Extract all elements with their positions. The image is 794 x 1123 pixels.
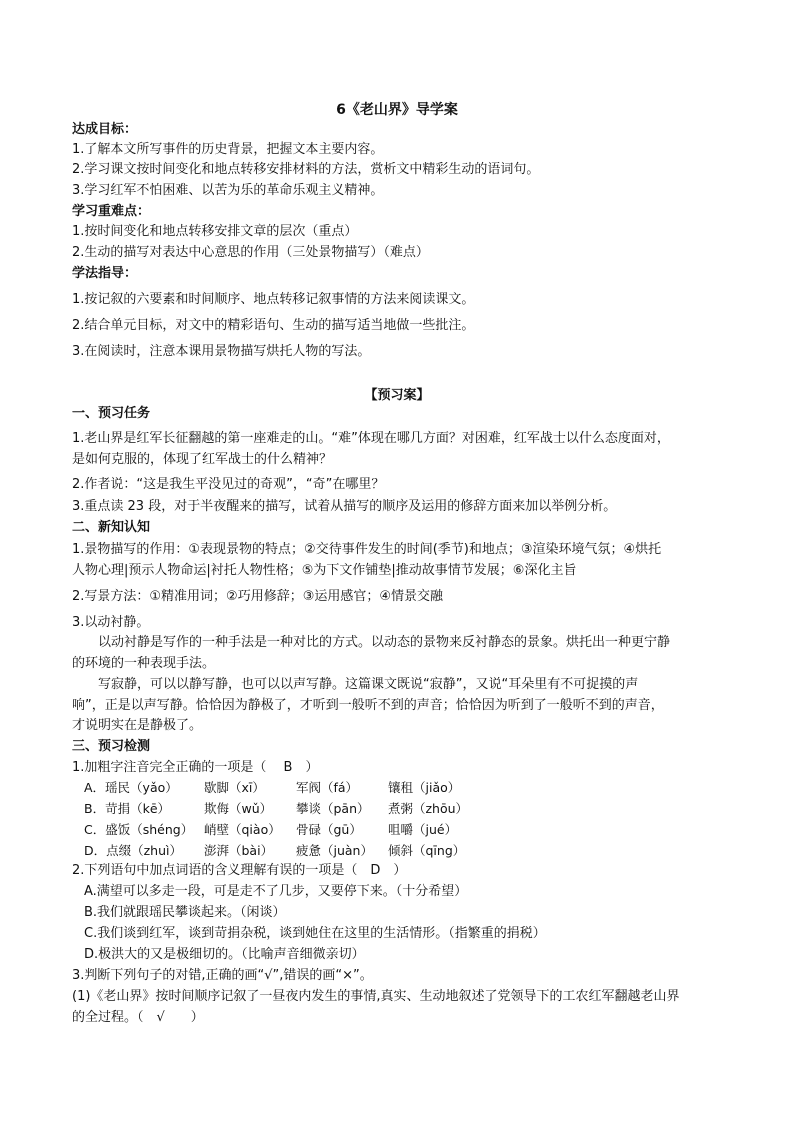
knowledge-heading: 二、新知认知 [72,520,151,535]
keypoints-heading: 学习重难点： [72,204,151,219]
methods-heading: 学法指导： [72,266,138,281]
pinyin-row-c [84,821,457,839]
goal-item-1: 1.了解本文所写事件的历史背景，把握文本主要内容。 [72,142,384,157]
knowledge-k3: 3.以动衬静。 [72,615,150,630]
goal-item-3: 3.学习红军不怕困难、以苦为乐的革命乐观主义精神。 [72,183,384,198]
pinyin-cell: 军阀（fá） [296,780,359,795]
pinyin-cell: 疲惫（juàn） [296,843,373,858]
task-q2: 2.作者说：“这是我生平没见过的奇观”，“奇”在哪里？ [72,477,385,492]
pinyin-row-a [84,779,460,797]
knowledge-para1-line1: 以动衬静是写作的一种手法是一种对比的方式。以动态的景物来反衬静态的景象。烘托出一种更宁静 [98,635,671,650]
check-q3: 3.判断下列句子的对错,正确的画“√”,错误的画“×”。 [72,968,373,983]
keypoint-item-1: 1.按时间变化和地点转移安排文章的层次（重点） [72,224,358,239]
goal-item-2: 2.学习课文按时间变化和地点转移安排材料的方法，赏析文中精彩生动的语词句。 [72,162,540,177]
knowledge-k2: 2.写景方法：①精准用词；②巧用修辞；③运用感官；④情景交融 [72,589,444,604]
task-q3: 3.重点读 23 段，对于半夜醒来的描写，试着从描写的顺序及运用的修辞方面来加以举例分析。 [72,499,617,514]
pinyin-cell: 峭壁（qiào） [204,822,281,837]
pinyin-cell: A．瑶民（yǎo） [84,780,178,795]
check-q3-item1-line2: 的全过程。（ √ ） [72,1010,204,1025]
check-q2-option-b: B.我们就跟瑶民攀谈起来。（闲谈） [84,905,286,920]
pinyin-cell: 澎湃（bài） [204,843,274,858]
pinyin-cell: D．点缀（zhuì） [84,843,183,858]
knowledge-para2-line1: 写寂静，可以以静写静，也可以以声写静。这篇课文既说“寂静”，又说“耳朵里有不可捉摸的声 [98,677,639,692]
check-q3-item1-line1: (1)《老山界》按时间顺序记叙了一昼夜内发生的事情,真实、生动地叙述了党领导下的工农红军翻越老山界 [72,989,680,1004]
keypoint-item-2: 2.生动的描写对表达中心意思的作用（三处景物描写）（难点） [72,245,429,260]
task-q1-line2: 是如何克服的，体现了红军战士的什么精神？ [72,452,333,467]
check-q2-option-a: A.满望可以多走一段，可是走不了几步，又要停下来。（十分希望） [84,884,468,899]
check-q1: 1.加粗字注音完全正确的一项是（ B ） [72,760,319,775]
pinyin-cell: 煮粥（zhōu） [388,801,469,816]
pinyin-cell: 歇脚（xī） [204,780,265,795]
pinyin-cell: 咀嚼（jué） [388,822,458,837]
method-item-2: 2.结合单元目标，对文中的精彩语句、生动的描写适当地做一些批注。 [72,318,475,333]
pinyin-row-d [84,842,465,860]
check-q2-option-c: C.我们谈到红军，谈到苛捐杂税，谈到她住在这里的生活情形。（指繁重的捐税） [84,926,546,941]
pinyin-cell: 骨碌（gū） [296,822,362,837]
pinyin-cell: 镶租（jiǎo） [388,780,461,795]
knowledge-k1-line2: 人物心理|预示人物命运|衬托人物性格；⑤为下文作铺垫|推动故事情节发展；⑥深化主旨 [72,563,577,578]
pinyin-cell: B．苛捐（kē） [84,801,171,816]
check-q2-option-d: D.极洪大的又是极细切的。（比喻声音细微亲切） [84,947,365,962]
task-q1-line1: 1.老山界是红军长征翻越的第一座难走的山。“难”体现在哪几方面？对困难，红军战士以什么态度面对， [72,431,670,446]
method-item-1: 1.按记叙的六要素和时间顺序、地点转移记叙事情的方法来阅读课文。 [72,292,475,307]
knowledge-k1-line1: 1.景物描写的作用：①表现景物的特点；②交待事件发生的时间(季节)和地点；③渲染环境气氛；④烘托 [72,542,662,557]
method-item-3: 3.在阅读时，注意本课用景物描写烘托人物的写法。 [72,344,371,359]
check-heading: 三、预习检测 [72,739,151,754]
pinyin-cell: C．盛饭（shéng） [84,822,194,837]
pinyin-row-b [84,800,468,818]
task-heading: 一、预习任务 [72,406,151,421]
knowledge-para1-line2: 的环境的一种表现手法。 [72,656,216,671]
pinyin-cell: 倾斜（qīng） [388,843,466,858]
knowledge-para2-line2: 响”，正是以声写静。恰恰因为静极了，才听到一般听不到的声音；恰恰因为听到了一般听不到的声音， [72,698,664,713]
preview-section-title: 【预习案】 [364,388,430,403]
goals-heading: 达成目标： [72,122,138,137]
pinyin-cell: 攀谈（pān） [296,801,370,816]
check-q2: 2.下列语句中加点词语的含义理解有误的一项是（ D ） [72,863,407,878]
page-title: 6《老山界》导学案 [336,102,458,118]
pinyin-cell: 欺侮（wǔ） [204,801,273,816]
knowledge-para2-line3: 才说明实在是静极了。 [72,718,203,733]
